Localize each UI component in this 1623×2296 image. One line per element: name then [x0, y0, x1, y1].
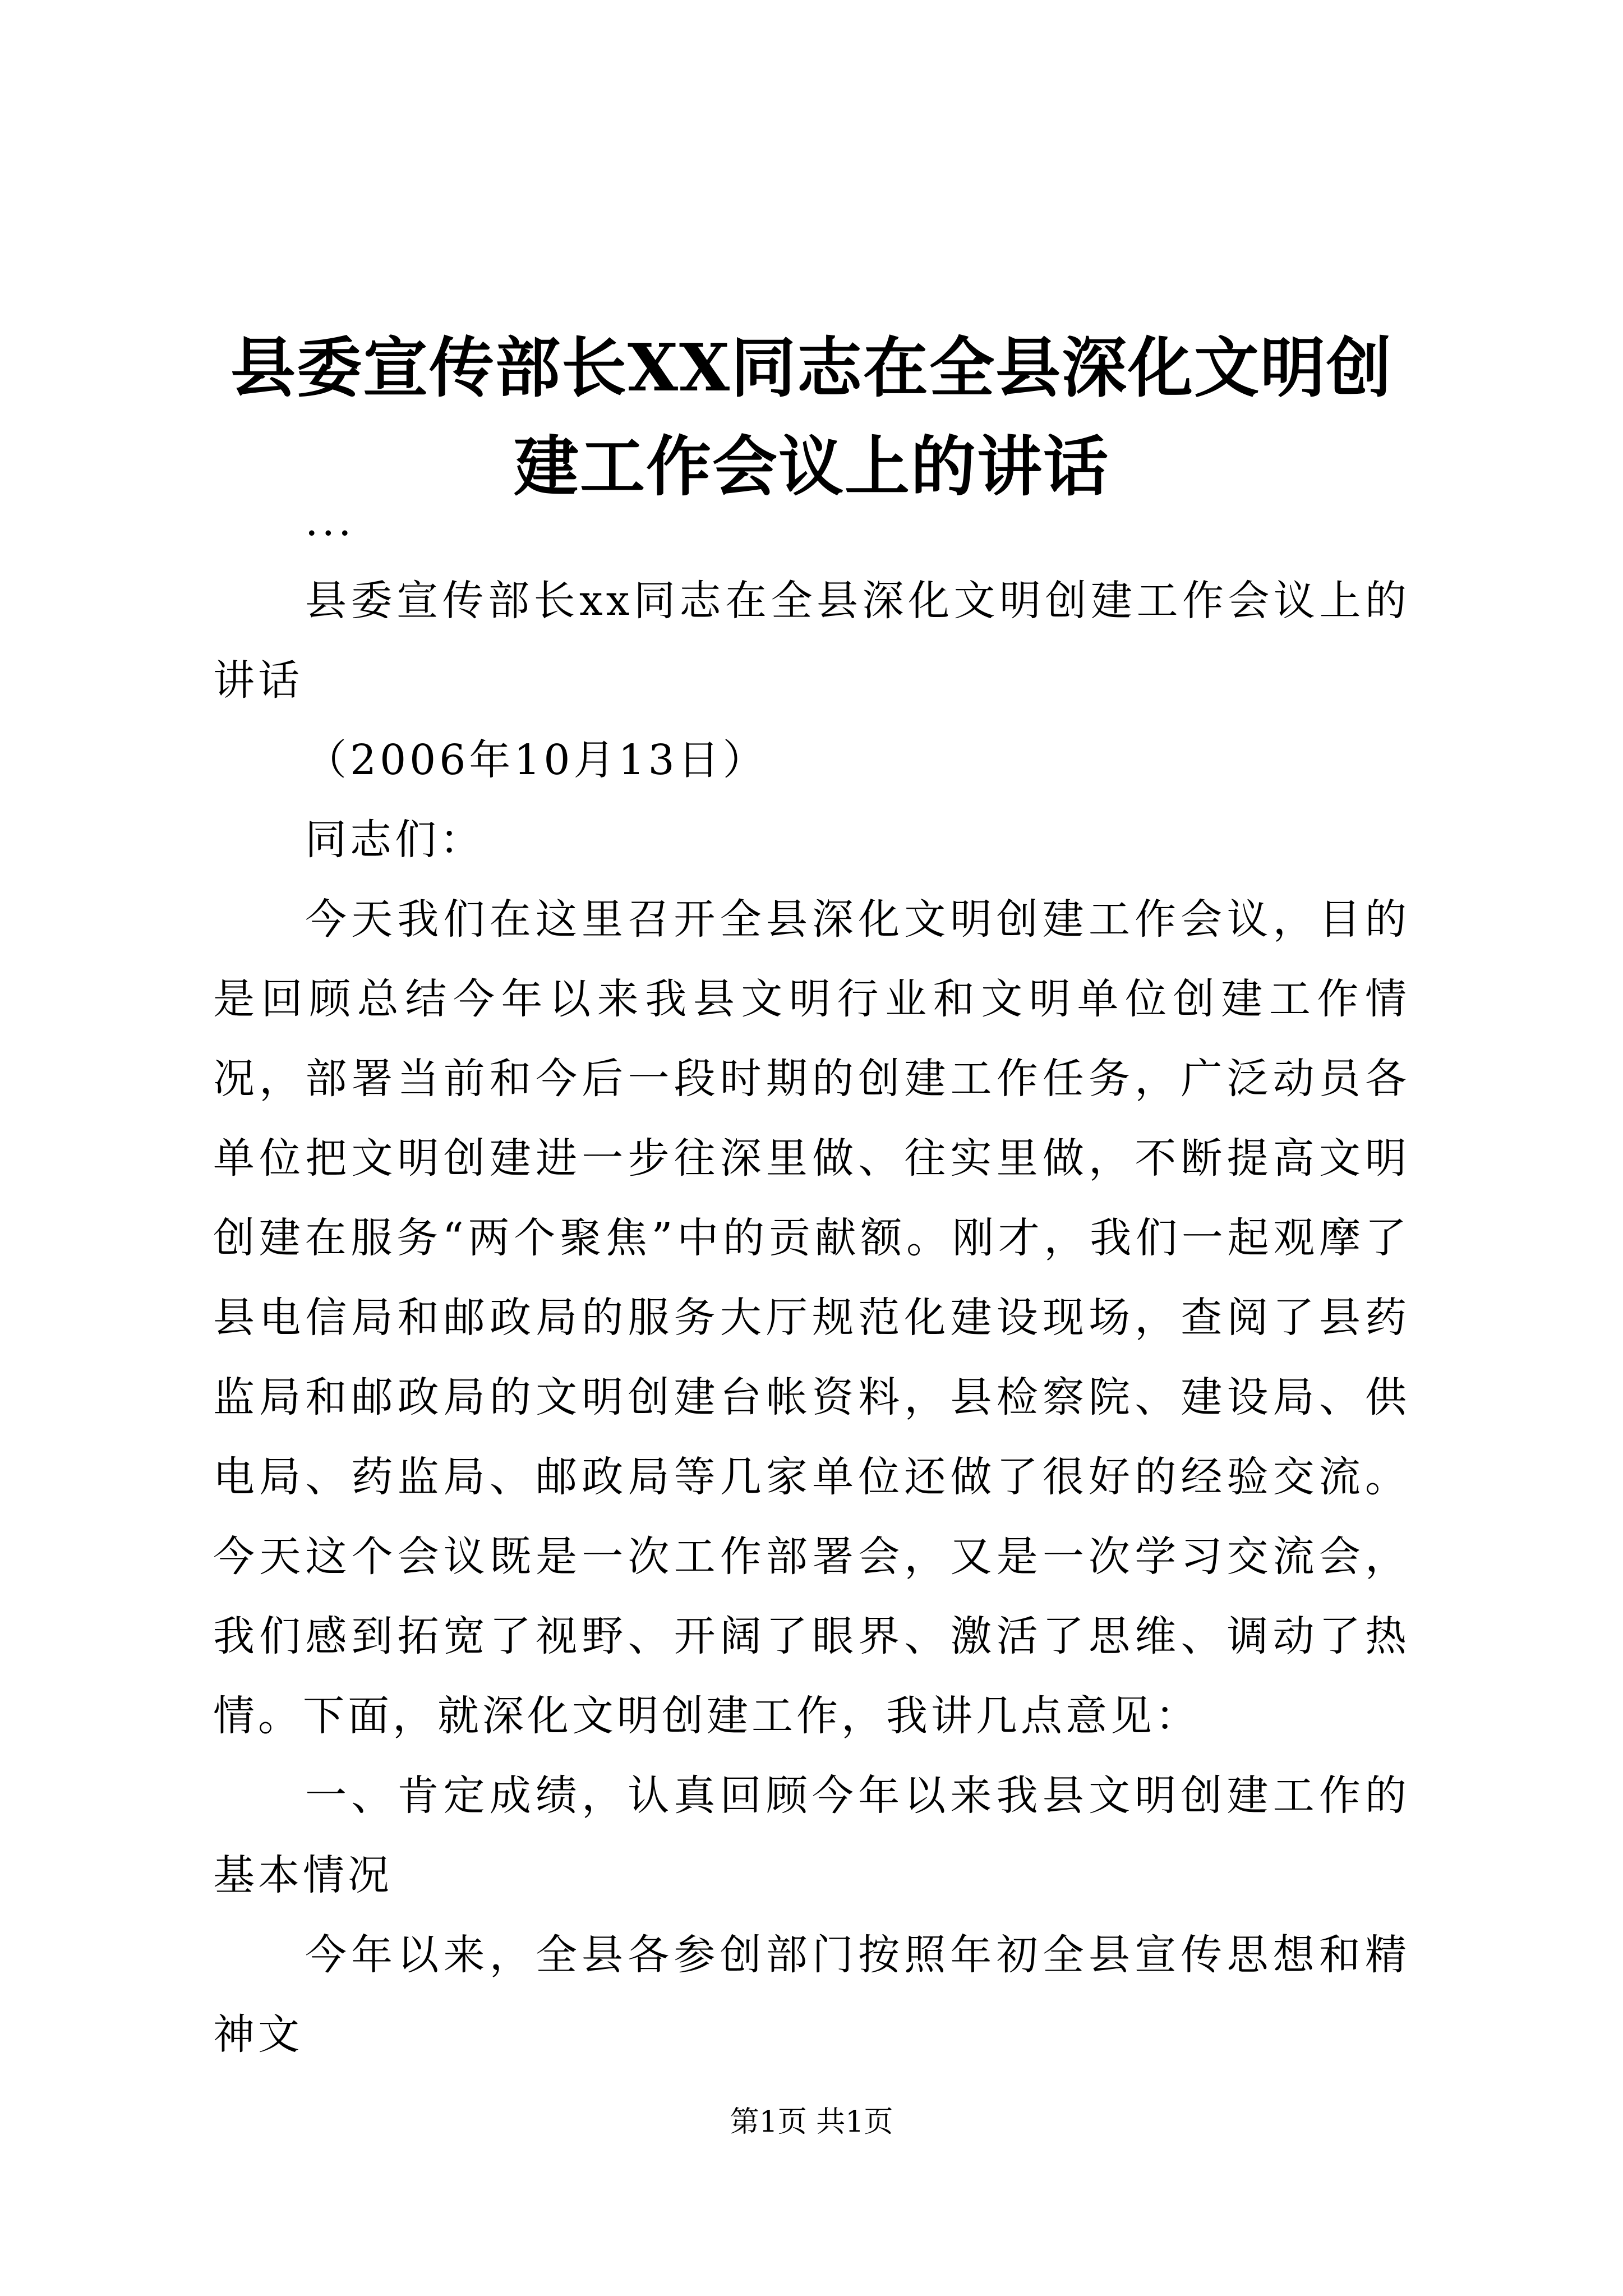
section-heading: 一、肯定成绩，认真回顾今年以来我县文明创建工作的基本情况 — [213, 1772, 1410, 1899]
document-body — [213, 481, 1410, 2074]
salutation: 同志们： — [305, 816, 485, 864]
page-footer: 第1页 共1页 — [730, 2105, 893, 2139]
body-paragraph: 县委宣传部长xx同志在全县深化文明创建工作会议上的讲话 — [213, 577, 1410, 705]
document-title: 县委宣传部长XX同志在全县深化文明创建工作会议上的讲话 — [230, 329, 1393, 505]
date-line: （2006年10月13日） — [305, 736, 768, 784]
body-paragraph: 今年以来，全县各参创部门按照年初全县宣传思想和精神文 — [213, 1931, 1410, 2059]
body-paragraph: 今天我们在这里召开全县深化文明创建工作会议，目的是回顾总结今年以来我县文明行业和文明单位创建工作情况，部署当前和今后一段时期的创建工作任务，广泛动员各单位把文明创建进一步往深里做、往实里做，不断提高文明创建在服务“两个聚焦”中的贡献额。刚才，我们一起观摩了县电信局和邮政局的服务大厅规范化建设现场，查阅了县药监局和邮政局的文明创建台帐资料，县检察院、建设局、供电局、药监局、邮政局等几家单位还做了很好的经验交流。今天这个会议既是一次工作部署会，又是一次学习交流会，我们感到拓宽了视野、开阔了眼界、激活了思维、调动了热情。下面，就深化文明创建工作，我讲几点意见： — [213, 895, 1410, 1740]
ellipsis-line: ... — [305, 497, 355, 545]
